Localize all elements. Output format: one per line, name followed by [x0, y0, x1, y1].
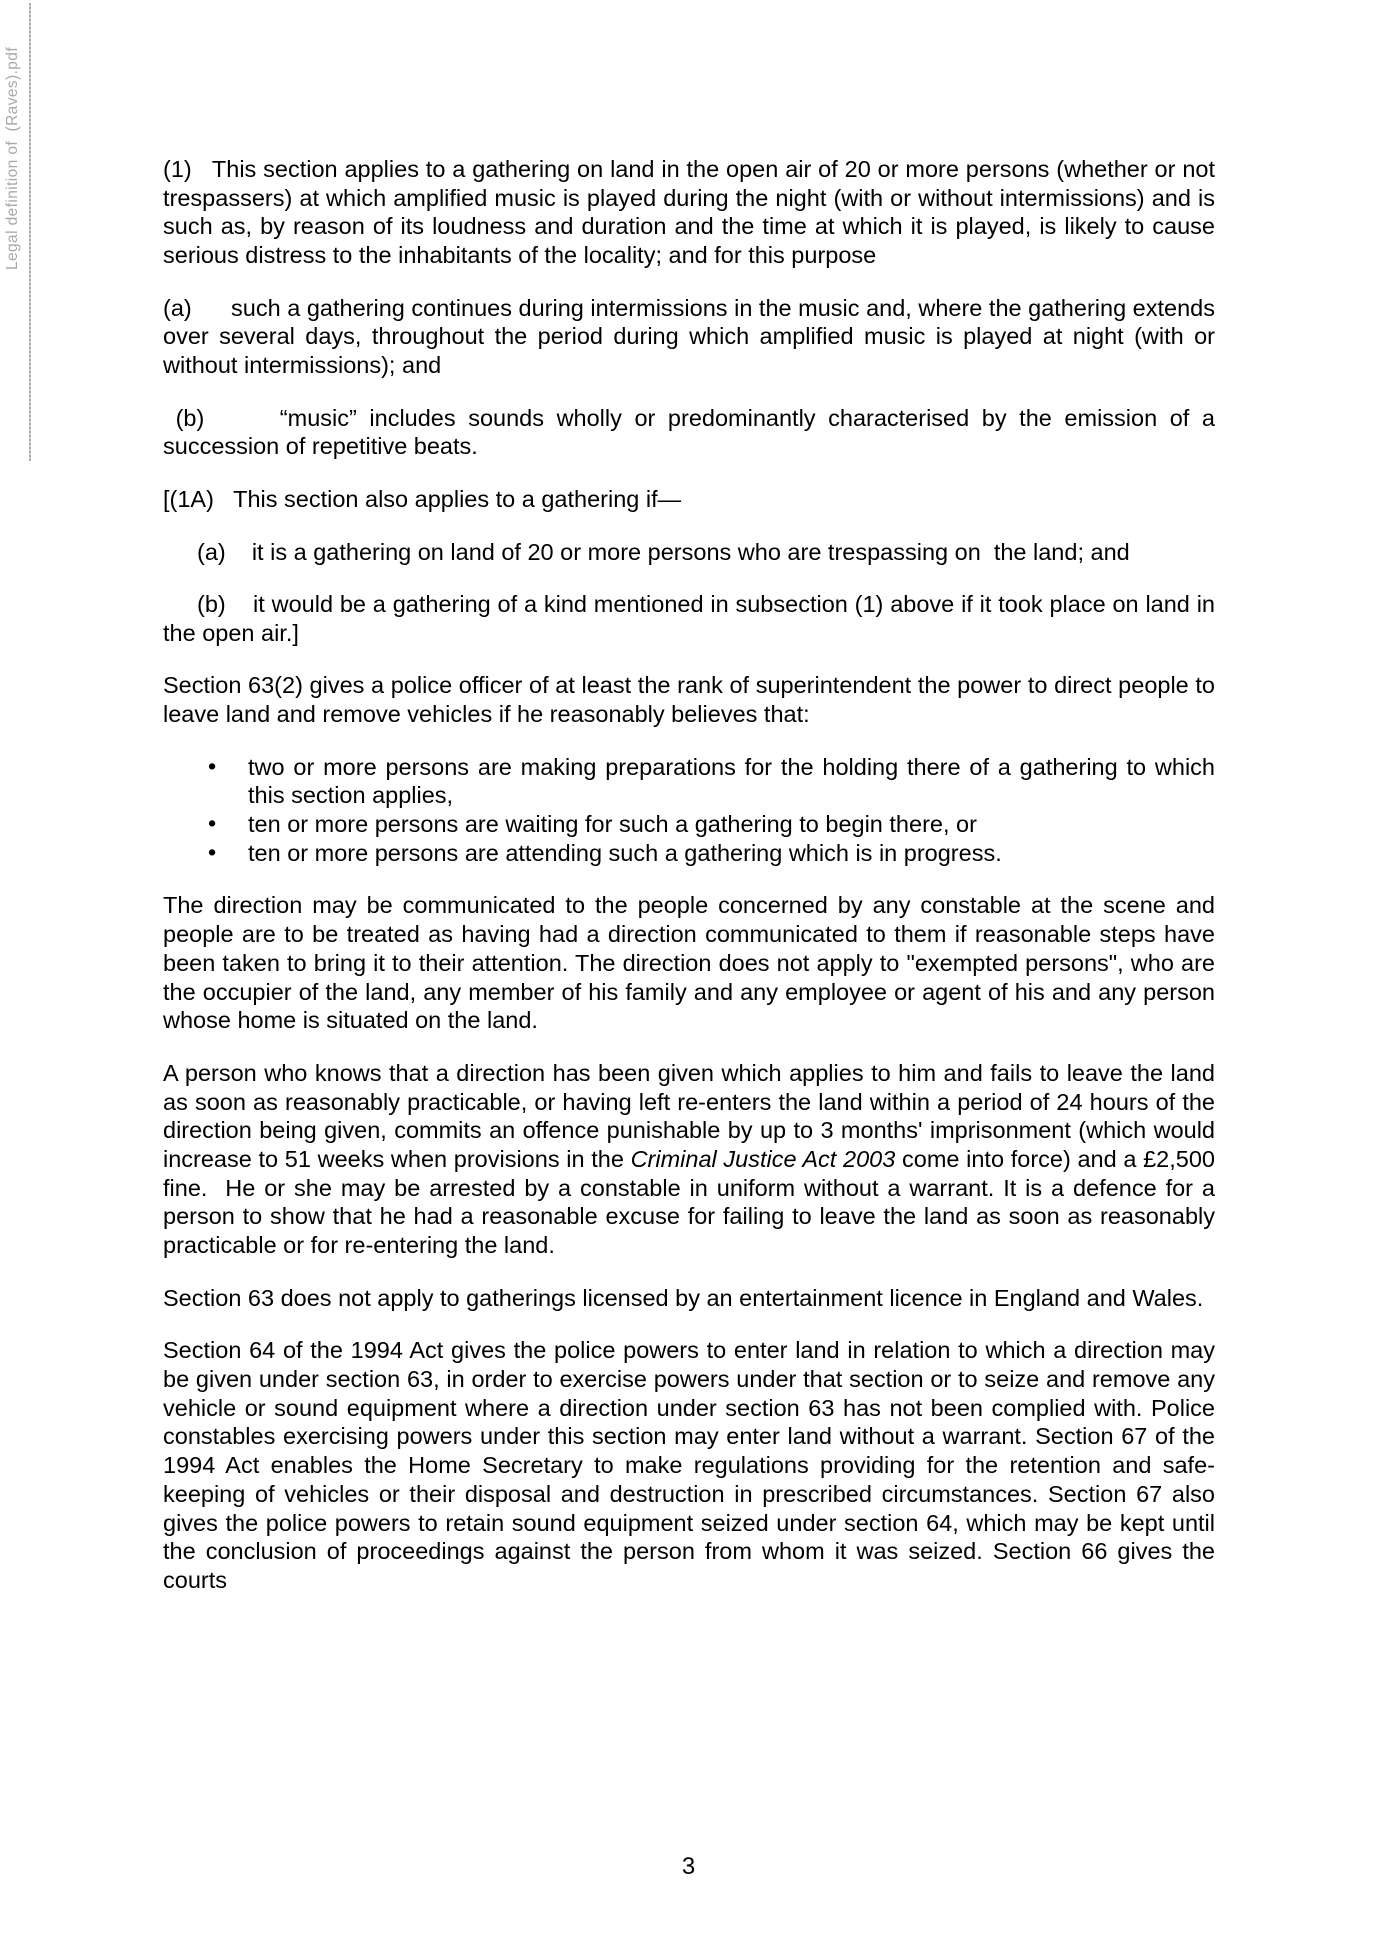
- section-64-paragraph: Section 64 of the 1994 Act gives the police powers to enter land in relation to which a direction may be given under section 63, in order to exercise powers under that section or to seize and remove any vehicle or sound equipment where a direction under section 63 has not been complied with. Police constables exercising powers under this section may enter land without a warrant. Section 67 of the 1994 Act enables the Home Secretary to make regulations providing for the retention and safe-keeping of vehicles or their disposal and destruction in prescribed circumstances. Section 67 also gives the police powers to retain sound equipment seized under section 64, which may be kept until the conclusion of proceedings against the person from whom it was seized. Section 66 gives the courts: [163, 1337, 1215, 1593]
- list-item-text: ten or more persons are waiting for such a gathering to begin there, or: [248, 811, 977, 838]
- bullet-icon: •: [208, 810, 217, 837]
- vertical-filename-label: Legal definition of (Raves).pdf: [4, 46, 21, 270]
- list-item-text: ten or more persons are attending such a gathering which is in progress.: [248, 839, 1002, 866]
- subsection-1A-b-paragraph: (b) it would be a gathering of a kind mentioned in subsection (1) above if it took place on land in the open air.]: [163, 591, 1215, 646]
- subsection-1b-paragraph: (b) “music” includes sounds wholly or predominantly characterised by the emission of a succession of repetitive beats.: [163, 404, 1215, 460]
- section-63-2-paragraph: Section 63(2) gives a police officer of at least the rank of superintendent the power to direct people to leave land and remove vehicles if he reasonably believes that:: [163, 672, 1215, 728]
- list-item: [163, 753, 1215, 810]
- bullet-icon: •: [208, 838, 217, 865]
- bullet-icon: •: [208, 752, 217, 779]
- left-divider-line: [29, 3, 31, 461]
- subsection-1A-heading: [(1A) This section also applies to a gathering if—: [163, 486, 682, 512]
- subsection-1a-paragraph: (a) such a gathering continues during intermissions in the music and, where the gathering extends over several days, throughout the period during which amplified music is played at night (with or without intermissions); and: [163, 294, 1215, 379]
- conditions-bullet-list: [163, 753, 1215, 868]
- offence-paragraph: [163, 1059, 1215, 1260]
- licensed-gatherings-paragraph: Section 63 does not apply to gatherings licensed by an entertainment licence in England and Wales.: [163, 1284, 1204, 1311]
- direction-communication-paragraph: The direction may be communicated to the people concerned by any constable at the scene and people are to be treated as having had a direction communicated to them if reasonable steps have been taken to bring it to their attention. The direction does not apply to "exempted persons", who are the occupier of the land, any member of his family and any employee or agent of his and any person whose home is situated on the land.: [163, 892, 1215, 1034]
- document-body: [163, 155, 1215, 1619]
- offence-paragraph-part2: come into force) and a £2,500 fine. He or she may be arrested by a constable in uniform without a warrant. It is a defence for a person to show that he had a reasonable excuse for failing to leave the land as soon as reasonably practicable or for re-entering the land.: [163, 1146, 1215, 1259]
- offence-paragraph-part1: A person who knows that a direction has been given which applies to him and fails to leave the land as soon as reasonably practicable, or having left re-enters the land within a period of 24 hours of the direction being given, commits an offence punishable by up to 3 months' imprisonment (which would increase to 51 weeks when provisions in the: [163, 1059, 1215, 1172]
- list-item-text: two or more persons are making preparations for the holding there of a gathering to which this section applies,: [248, 753, 1215, 809]
- list-item: [163, 839, 1215, 868]
- subsection-1A-a-paragraph: (a) it is a gathering on land of 20 or more persons who are trespassing on the land; and: [197, 538, 1130, 565]
- list-item: [163, 810, 1215, 839]
- act-title-italic: Criminal Justice Act 2003: [630, 1146, 896, 1172]
- page-number: 3: [681, 1853, 696, 1880]
- subsection-1-paragraph: (1) This section applies to a gathering on land in the open air of 20 or more persons (whether or not trespassers) at which amplified music is played during the night (with or without intermissions) and is such as, by reason of its loudness and duration and the time at which it is played, is likely to cause serious distress to the inhabitants of the locality; and for this purpose: [163, 156, 1215, 269]
